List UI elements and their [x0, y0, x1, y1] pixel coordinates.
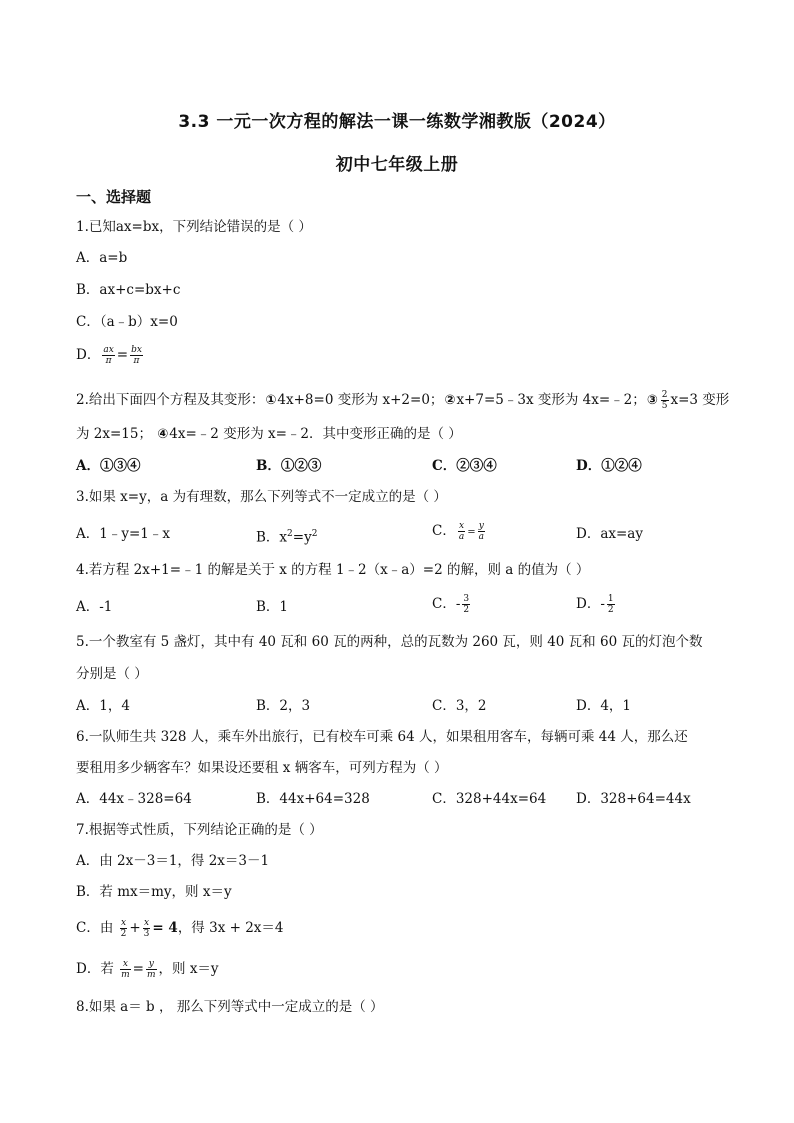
fraction [130, 345, 143, 366]
option-label: D．若 [76, 961, 119, 977]
question-2-option-a[interactable]: A．①③④ [76, 458, 141, 474]
denominator: a [458, 532, 465, 542]
denominator: 2 [607, 605, 614, 615]
question-4-option-c[interactable] [432, 594, 472, 615]
question-4-option-b[interactable]: B．1 [256, 599, 289, 615]
question-7-option-c[interactable] [76, 918, 284, 939]
page-title: 3.3 一元一次方程的解法一课一练数学湘教版（2024） [178, 112, 616, 132]
circled-number: ④ [157, 427, 169, 442]
denominator: 5 [661, 401, 668, 411]
fraction [102, 345, 114, 366]
option-label: D．- [576, 596, 605, 612]
numerator: bx [131, 345, 142, 355]
question-6-option-a[interactable]: A．44x﹣328=64 [76, 791, 192, 807]
denominator: 2 [120, 929, 127, 939]
exponent: 2 [311, 529, 318, 539]
question-2-option-c[interactable]: C．②③④ [432, 458, 497, 474]
option-label: C． [432, 523, 456, 539]
question-6-option-b[interactable]: B．44x+64=328 [256, 791, 370, 807]
question-6-option-c[interactable]: C．328+44x=64 [432, 791, 547, 807]
denominator: a [478, 532, 484, 542]
numerator: 2 [661, 390, 668, 400]
fraction [458, 521, 465, 542]
denominator: 3 [143, 929, 150, 939]
option-text: =y [292, 529, 312, 546]
option-label: D． [76, 347, 101, 363]
equals-sign: = [132, 961, 144, 977]
numerator: 3 [463, 594, 470, 604]
question-3-stem: 3.如果 x=y，a 为有理数，那么下列等式不一定成立的是（ ） [76, 489, 447, 505]
question-7-option-a[interactable]: A．由 2x－3＝1，得 2x＝3－1 [76, 853, 270, 869]
circled-number: ③ [646, 393, 658, 408]
question-4-option-d[interactable] [576, 594, 617, 615]
question-5-stem-line2: 分别是（ ） [76, 666, 148, 682]
equals-sign: = [467, 527, 476, 538]
fraction [120, 959, 131, 980]
question-1-option-a[interactable]: A．a=b [76, 250, 128, 266]
fraction [661, 390, 669, 411]
question-4-stem: 4.若方程 2x+1=﹣1 的解是关于 x 的方程 1﹣2（x﹣a）=2 的解，则 a 的值为（ ） [76, 562, 590, 578]
numerator: 1 [607, 594, 614, 604]
question-2-stem-line1 [76, 390, 729, 411]
q2-equation-2: x+7=5﹣3x 变形为 4x=﹣2； [456, 392, 646, 408]
fraction [607, 594, 615, 615]
option-text: ，得 3x + 2x＝4 [177, 920, 284, 936]
fraction [478, 521, 485, 542]
q2-equation-4: 4x=﹣2 变形为 x=﹣2．其中变形正确的是（ ） [169, 426, 462, 442]
fraction [143, 918, 151, 939]
denominator: 2 [463, 605, 470, 615]
numerator: x [458, 521, 465, 531]
question-7-option-b[interactable]: B．若 mx＝my，则 x＝y [76, 884, 232, 900]
numerator: y [146, 959, 157, 970]
fraction [146, 959, 157, 980]
question-5-stem-line1: 5.一个教室有 5 盏灯，其中有 40 瓦和 60 瓦的两种，总的瓦数为 260 瓦，则 40 瓦和 60 瓦的灯泡个数 [76, 634, 703, 650]
exponent: 2 [287, 529, 293, 539]
option-label: C．- [432, 596, 461, 612]
question-6-option-d[interactable]: D．328+64=44x [576, 791, 691, 807]
question-3-option-c[interactable] [432, 521, 487, 542]
circled-number: ② [444, 393, 456, 408]
question-6-stem-line1: 6.一队师生共 328 人，乘车外出旅行，已有校车可乘 64 人，如果租用客车，每辆可乘 44 人，那么还 [76, 729, 688, 745]
q2-equation-3-end: 为 2x=15； [76, 426, 152, 442]
question-5-option-b[interactable]: B．2，3 [256, 698, 311, 714]
denominator: m [146, 970, 156, 980]
equals-four: = 4 [152, 920, 178, 936]
circled-number: ① [265, 393, 277, 408]
question-2-option-d[interactable]: D．①②④ [576, 458, 642, 474]
question-3-option-a[interactable]: A．1﹣y=1﹣x [76, 526, 170, 542]
fraction [462, 594, 470, 615]
plus-sign: + [129, 920, 141, 936]
denominator: π [105, 356, 112, 366]
question-2-stem-line2 [76, 425, 462, 443]
question-1-option-c[interactable]: C．（a﹣b）x=0 [76, 314, 178, 330]
section-heading: 一、选择题 [76, 188, 152, 206]
question-6-stem-line2: 要租用多少辆客车？如果设还要租 x 辆客车，可列方程为（ ） [76, 760, 448, 776]
question-2-option-b[interactable]: B．①②③ [256, 458, 322, 474]
question-1-option-d[interactable] [76, 345, 145, 366]
numerator: ax [103, 345, 114, 355]
numerator: y [478, 521, 484, 531]
fraction [120, 918, 128, 939]
question-7-stem: 7.根据等式性质，下列结论正确的是（ ） [76, 822, 323, 838]
equals-sign: = [116, 347, 129, 363]
option-label: C．由 [76, 920, 118, 936]
question-5-option-c[interactable]: C．3，2 [432, 698, 487, 714]
question-5-option-a[interactable]: A．1，4 [76, 698, 130, 714]
denominator: m [121, 970, 130, 980]
option-text: B．x [256, 529, 288, 546]
q2-intro: 2.给出下面四个方程及其变形： [76, 392, 265, 408]
q2-equation-1: 4x+8=0 变形为 x+2=0； [277, 392, 444, 408]
question-7-option-d[interactable] [76, 959, 219, 980]
option-text: ，则 x＝y [158, 961, 219, 977]
numerator: x [120, 959, 131, 970]
numerator: x [144, 918, 150, 928]
question-3-option-b[interactable] [256, 525, 317, 547]
page-subtitle: 初中七年级上册 [335, 155, 459, 175]
question-5-option-d[interactable]: D．4，1 [576, 698, 632, 714]
question-3-option-d[interactable]: D．ax=ay [576, 526, 643, 542]
question-8-stem: 8.如果 a＝ b ， 那么下列等式中一定成立的是（ ） [76, 999, 384, 1015]
question-4-option-a[interactable]: A．-1 [76, 599, 113, 615]
q2-equation-3: x=3 变形 [670, 392, 730, 408]
question-1-option-b[interactable]: B．ax+c=bx+c [76, 282, 181, 298]
question-1-stem: 1.已知ax=bx，下列结论错误的是（ ） [76, 219, 312, 235]
denominator: π [133, 356, 140, 366]
numerator: x [120, 918, 127, 928]
